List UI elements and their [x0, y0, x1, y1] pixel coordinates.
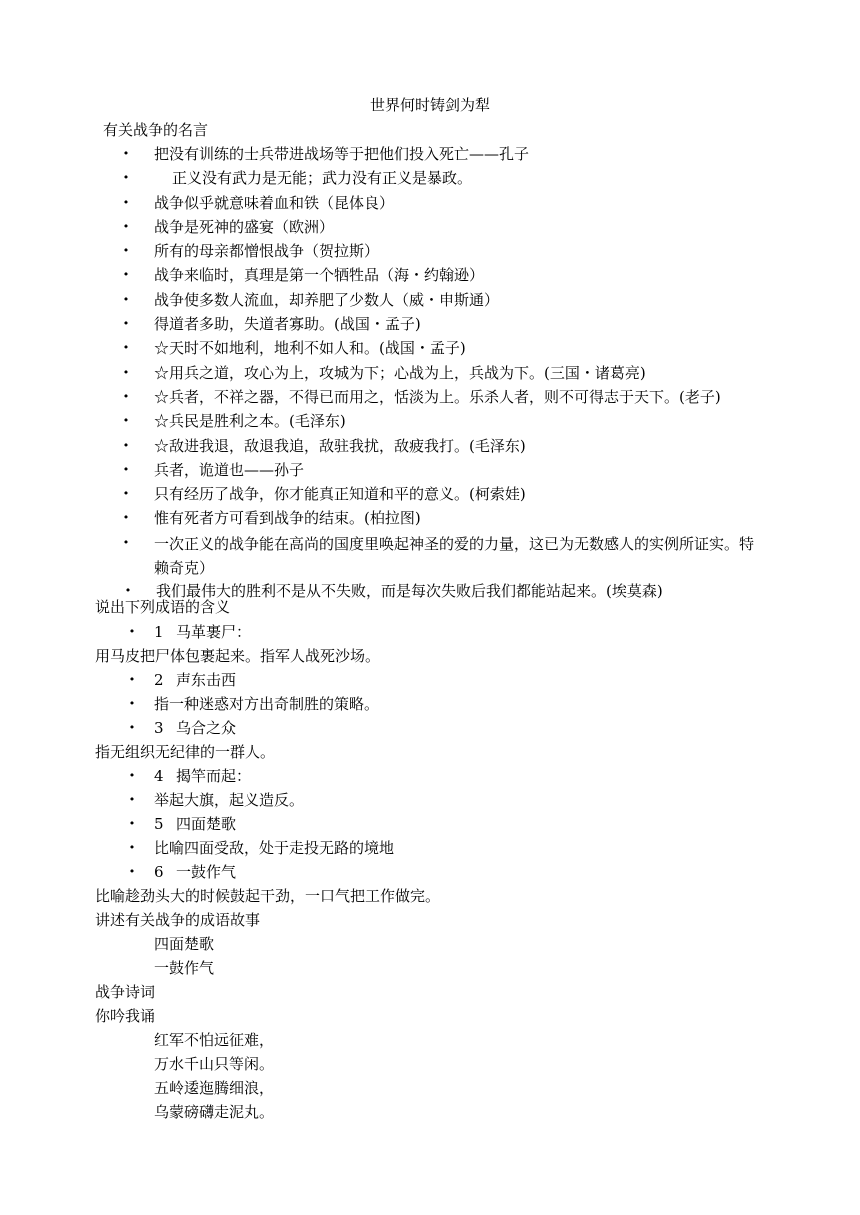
- list-item: • 我们最伟大的胜利不是从不失败，而是每次失败后我们都能站起来。(埃莫森): [124, 582, 663, 601]
- quotes-list: [0, 143, 860, 604]
- idiom-meaning: 用马皮把尸体包裹起来。指军人战死沙场。: [95, 647, 381, 665]
- idiom-number: 1: [154, 623, 164, 641]
- idiom-name: 一鼓作气: [176, 863, 237, 881]
- bullet-icon: •: [128, 673, 136, 686]
- idiom-name: 揭竿而起：: [176, 767, 252, 785]
- list-item: • 战争使多数人流血，却养肥了少数人（威・申斯通）: [122, 290, 500, 309]
- section-heading-quotes: 有关战争的名言: [103, 121, 209, 139]
- bullet-icon: •: [122, 487, 130, 501]
- section-heading-poems: 战争诗词: [95, 983, 156, 1001]
- list-item: • 正义没有武力是无能；武力没有正义是暴政。: [122, 169, 473, 188]
- list-item: • 把没有训练的士兵带进战场等于把他们投入死亡——孔子: [122, 145, 530, 163]
- list-item: • ☆兵民是胜利之本。(毛泽东): [122, 412, 346, 431]
- bullet-icon: •: [122, 219, 130, 233]
- bullet-icon: •: [122, 438, 130, 452]
- idiom-number: 3: [154, 719, 164, 737]
- idiom-item: [0, 693, 860, 717]
- bullet-icon: •: [122, 268, 130, 282]
- list-item: • 只有经历了战争，你才能真正知道和平的意义。(柯索娃): [122, 485, 526, 504]
- idiom-name: 声东击西: [176, 671, 237, 689]
- bullet-icon: •: [128, 793, 136, 806]
- bullet-icon: •: [122, 147, 130, 160]
- list-item: • 战争来临时，真理是第一个牺牲品（海・约翰逊）: [122, 266, 485, 285]
- list-item: • ☆用兵之道，攻心为上，攻城为下；心战为上，兵战为下。(三国・诸葛亮): [122, 363, 646, 382]
- bullet-icon: •: [122, 535, 130, 549]
- bullet-icon: •: [122, 171, 130, 185]
- bullet-icon: •: [128, 625, 136, 638]
- bullet-icon: •: [122, 292, 130, 306]
- idiom-name: 马革裹尸：: [176, 623, 252, 641]
- poem-line: 五岭逶迤腾细浪，: [154, 1079, 275, 1097]
- list-item: • ☆天时不如地利，地利不如人和。(战国・孟子): [122, 339, 466, 358]
- bullet-icon: •: [122, 365, 130, 379]
- idiom-number: 2: [154, 671, 164, 689]
- idiom-meaning: 比喻趁劲头大的时候鼓起干劲，一口气把工作做完。: [95, 887, 441, 905]
- list-item: • ☆兵者，不祥之器，不得已而用之，恬淡为上。乐杀人者，则不可得志于天下。(老子): [122, 387, 721, 406]
- list-item: • 战争似乎就意味着血和铁（昆体良）: [122, 193, 395, 212]
- bullet-icon: •: [128, 841, 136, 854]
- bullet-icon: •: [122, 341, 130, 355]
- idiom-item: [0, 813, 860, 837]
- idiom-meaning: 举起大旗，起义造反。: [154, 791, 305, 809]
- poem-line: 乌蒙磅礴走泥丸。: [154, 1103, 275, 1121]
- bullet-icon: •: [128, 769, 136, 782]
- idiom-item: [0, 621, 860, 645]
- idiom-number: 6: [154, 863, 164, 881]
- idiom-item: [0, 669, 860, 693]
- idiom-item: [0, 861, 860, 885]
- list-item: • 所有的母亲都憎恨战争（贺拉斯）: [122, 242, 380, 261]
- idiom-meaning: 指无组织无纪律的一群人。: [95, 743, 276, 761]
- bullet-icon: •: [128, 817, 136, 830]
- bullet-icon: •: [122, 414, 130, 428]
- idiom-item: [0, 765, 860, 789]
- idiom-item: [0, 837, 860, 861]
- list-item: • 兵者，诡道也——孙子: [122, 460, 305, 479]
- document-title: 世界何时铸剑为犁: [369, 96, 490, 114]
- idiom-number: 4: [154, 767, 164, 785]
- idiom-meaning: 指一种迷惑对方出奇制胜的策略。: [154, 695, 380, 713]
- bullet-icon: •: [122, 511, 130, 525]
- idiom-item: [0, 789, 860, 813]
- idiom-name: 乌合之众: [176, 719, 237, 737]
- idiom-item: [0, 717, 860, 741]
- poem-line: 红军不怕远征难，: [154, 1031, 275, 1049]
- bullet-icon: •: [124, 584, 132, 598]
- bullet-icon: •: [128, 721, 136, 734]
- idiom-name: 四面楚歌: [176, 815, 237, 833]
- section-heading-recite: 你吟我诵: [95, 1007, 156, 1025]
- poem-line: 万水千山只等闲。: [154, 1055, 275, 1073]
- section-heading-stories: 讲述有关战争的成语故事: [95, 911, 261, 929]
- list-item: • 得道者多助，失道者寡助。(战国・孟子): [122, 315, 421, 334]
- bullet-icon: •: [122, 317, 130, 331]
- story-item: 一鼓作气: [154, 959, 215, 977]
- bullet-icon: •: [128, 865, 136, 878]
- list-item: • 战争是死神的盛宴（欧洲）: [122, 217, 335, 236]
- bullet-icon: •: [122, 462, 130, 476]
- list-item: • 一次正义的战争能在高尚的国度里唤起神圣的爱的力量，这已为无数感人的实例所证实。特赖奇克）: [0, 532, 860, 580]
- bullet-icon: •: [122, 244, 130, 258]
- list-item: • ☆敌进我退，敌退我追，敌驻我扰，敌疲我打。(毛泽东): [122, 436, 526, 455]
- bullet-icon: •: [122, 389, 130, 403]
- bullet-icon: •: [122, 195, 130, 209]
- section-heading-idioms: 说出下列成语的含义: [95, 598, 231, 616]
- bullet-icon: •: [128, 697, 136, 710]
- idiom-number: 5: [154, 815, 164, 833]
- idiom-meaning: 比喻四面受敌，处于走投无路的境地: [154, 839, 395, 857]
- story-item: 四面楚歌: [154, 935, 215, 953]
- list-item: • 惟有死者方可看到战争的结束。(柏拉图): [122, 509, 421, 528]
